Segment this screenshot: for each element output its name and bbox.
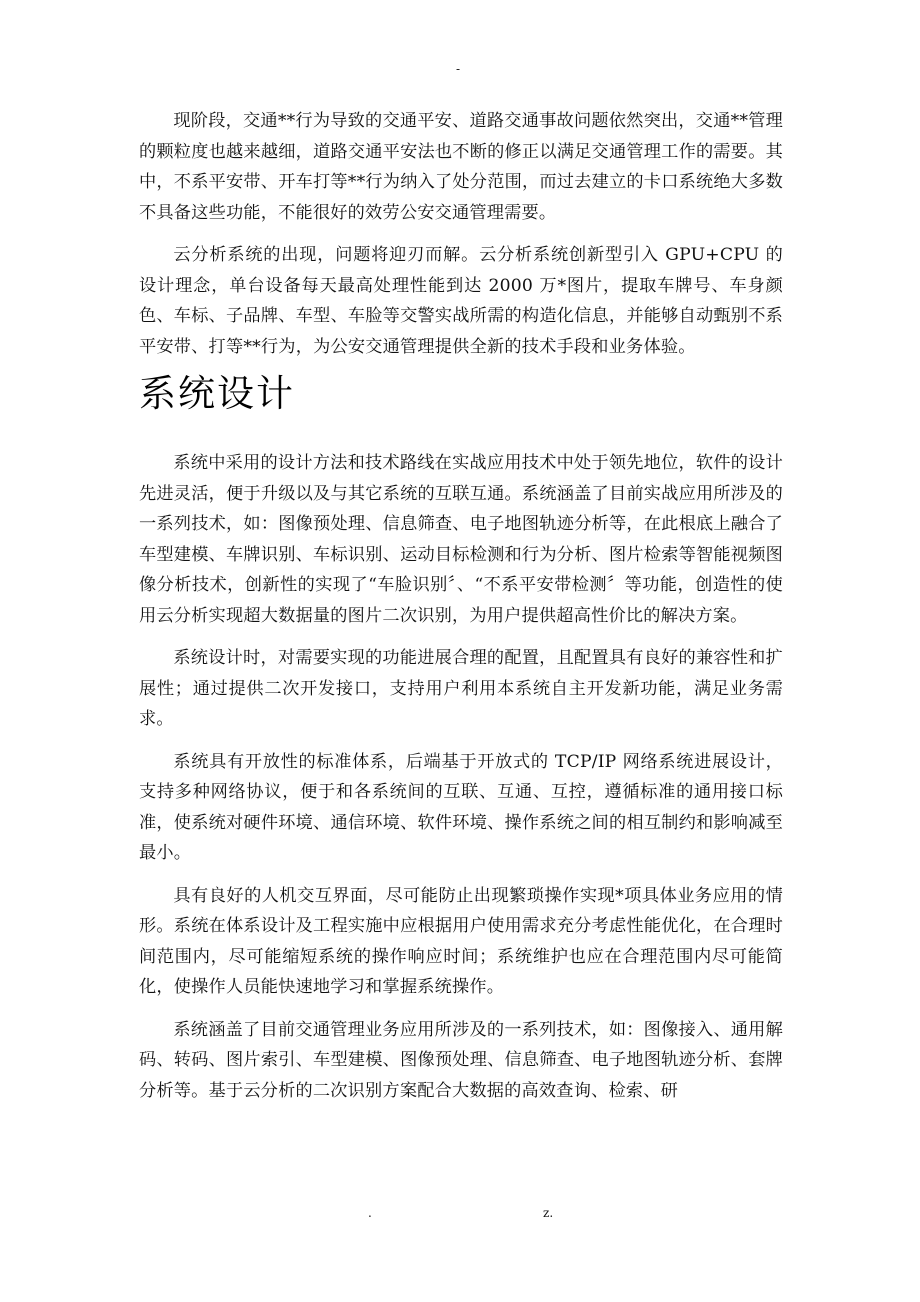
design-paragraph-1: 系统中采用的设计方法和技术路线在实战应用技术中处于领先地位，软件的设计先进灵活，便于升级以及与其它系统的互联互通。系统涵盖了目前实战应用所涉及的一系列技术，如：图像预处理、信息筛查、电子地图轨迹分析等，在此根底上融合了车型建模、车牌识别、车标识别、运动目标检测和行为分析、图片检索等智能视频图像分析技术，创新性的实现了“车脸识别〞、“不系平安带检测〞等功能，创造性的使用云分析实现超大数据量的图片二次识别，为用户提供超高性价比的解决方案。 [139, 453, 783, 626]
design-paragraph-5: 系统涵盖了目前交通管理业务应用所涉及的一系列技术，如：图像接入、通用解码、转码、图片索引、车型建模、图像预处理、信息筛查、电子地图轨迹分析、套牌分析等。基于云分析的二次识别方案配合大数据的高效查询、检索、研 [139, 1019, 783, 1101]
document-body [139, 106, 783, 1106]
intro-paragraph-1: 现阶段，交通**行为导致的交通平安、道路交通事故问题依然突出，交通**管理的颗粒度也越来越细，道路交通平安法也不断的修正以满足交通管理工作的需要。其中，不系平安带、开车打等**行为纳入了处分范围，而过去建立的卡口系统绝大多数不具备这些功能，不能很好的效劳公安交通管理需要。 [139, 111, 783, 223]
design-paragraph-4: 具有良好的人机交互界面，尽可能防止出现繁琐操作实现*项具体业务应用的情形。系统在体系设计及工程实施中应根据用户使用需求充分考虑性能优化，在合理时间范围内，尽可能缩短系统的操作响应时间；系统维护也应在合理范围内尽可能简化，使操作人员能快速地学习和掌握系统操作。 [139, 885, 783, 997]
section-heading: 系统设计 [139, 372, 295, 415]
page-header-mark: - [456, 62, 461, 76]
design-paragraph-2: 系统设计时，对需要实现的功能进展合理的配置，且配置具有良好的兼容性和扩展性；通过提供二次开发接口，支持用户利用本系统自主开发新功能，满足业务需求。 [139, 648, 783, 729]
design-paragraph-3: 系统具有开放性的标准体系，后端基于开放式的 TCP/IP 网络系统进展设计，支持多种网络协议，便于和各系统间的互联、互通、互控，遵循标准的通用接口标准，使系统对硬件环境、通信环境、软件环境、操作系统之间的相互制约和影响减至最小。 [139, 751, 783, 863]
page-footer-left-mark: . [368, 1206, 372, 1220]
intro-section [139, 106, 783, 362]
page-footer-right-mark: z. [543, 1206, 554, 1220]
intro-paragraph-2: 云分析系统的出现，问题将迎刃而解。云分析系统创新型引入 GPU+CPU 的设计理念，单台设备每天最高处理性能到达 2000 万*图片，提取车牌号、车身颜色、车标、子品牌、车型、车脸等交警实战所需的构造化信息，并能够自动甄别不系平安带、打等**行为，为公安交通管理提供全新的技术手段和业务体验。 [139, 245, 783, 357]
system-design-section [139, 448, 783, 1106]
